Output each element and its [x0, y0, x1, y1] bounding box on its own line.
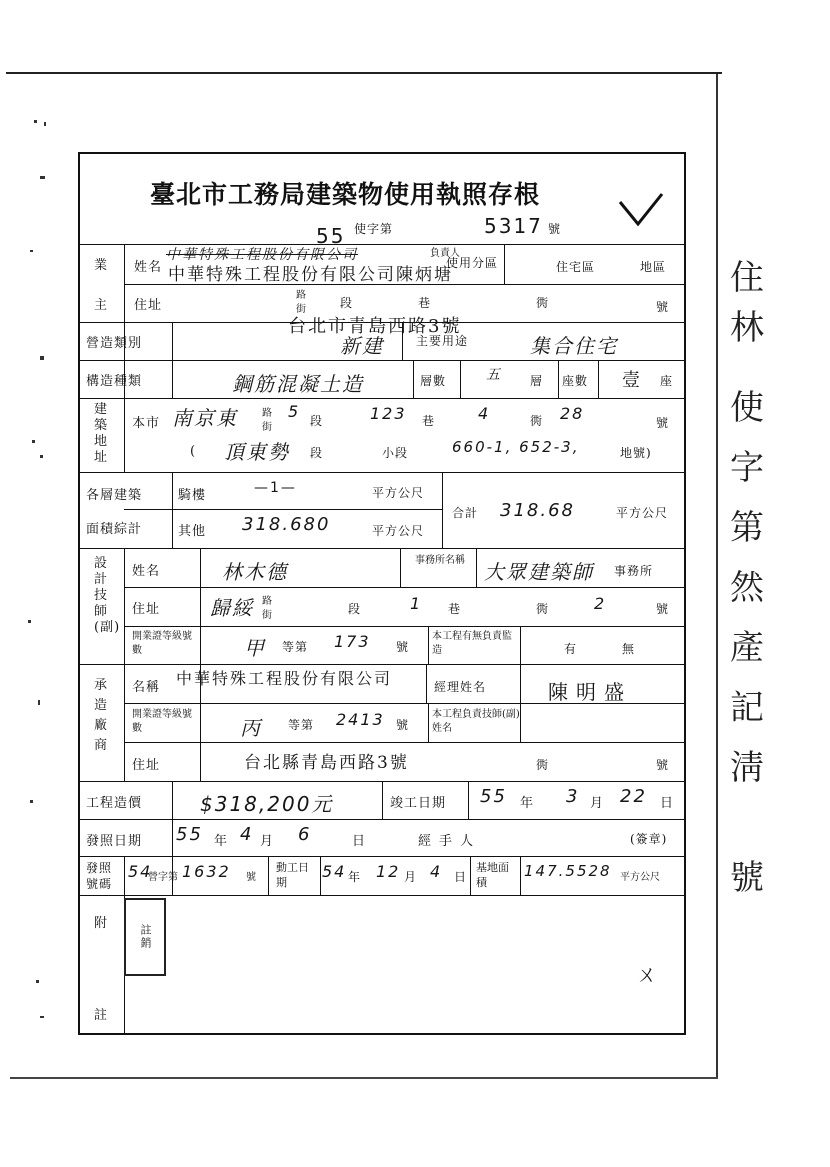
area-label-top: 各層建築 [86, 488, 143, 503]
construction-type-label: 營造類別 [86, 336, 143, 351]
base-area-value: 147.5528 [524, 862, 612, 880]
completion-year-label: 年 [520, 796, 535, 811]
rule [426, 664, 427, 703]
site-no-value: 28 [560, 404, 585, 423]
base-area-label: 基地面積 [476, 861, 509, 889]
designer-office-label: 事務所名稱 [415, 555, 465, 566]
rule [78, 548, 686, 549]
buildings-unit: 座 [660, 374, 674, 388]
margin-char: 號 [730, 858, 764, 898]
permit-year: 55 [316, 224, 346, 248]
site-lane-value: 123 [370, 404, 407, 423]
contractor-address-value: 台北縣青島西路3號 [244, 753, 409, 773]
supervise-label: 本工程有無負責監造 [432, 631, 512, 656]
rule [400, 548, 401, 587]
arcade-unit: 平方公尺 [372, 486, 425, 500]
designer-street-label: 街 [262, 610, 272, 621]
rule [520, 856, 521, 895]
designer-no-label: 號 [656, 602, 670, 616]
issue-month: 4 [240, 824, 254, 845]
supervise-no: 無 [622, 642, 636, 656]
contractor-tech-label: 本工程負責技師(副)姓名 [432, 709, 520, 734]
contractor-license-grade: 丙 [240, 716, 262, 740]
site-lot-label: 地號) [620, 446, 652, 460]
cancellation-seal [124, 898, 166, 976]
area-label-bottom: 面積綜計 [86, 522, 143, 537]
owner-section-label-bottom: 主 [94, 298, 109, 313]
owner-address-label: 住址 [134, 298, 163, 313]
permit-no-label: 發照號碼 [86, 861, 113, 891]
remarks-label-top: 附 [94, 916, 109, 931]
site-lane-label: 巷 [422, 414, 436, 428]
designer-office-value: 大眾建築師 [484, 560, 594, 584]
contractor-license-suffix: 號 [396, 718, 410, 732]
designer-name-label: 姓名 [132, 564, 161, 579]
designer-name-value: 林木德 [222, 560, 288, 584]
designer-office-suffix: 事務所 [614, 564, 654, 578]
rule [468, 781, 469, 819]
completion-month: 3 [566, 786, 580, 807]
total-area-value: 318.68 [500, 500, 575, 521]
start-year-label: 年 [348, 870, 362, 884]
buildings-label: 座數 [562, 374, 589, 388]
rule [504, 244, 505, 284]
completion-day-label: 日 [660, 796, 675, 811]
margin-char: 住 [730, 258, 764, 298]
zone-value: 住宅區 [556, 260, 596, 274]
buildings-value: 壹 [622, 370, 642, 391]
cancellation-seal-text: 註銷 [139, 924, 152, 950]
rule [124, 742, 686, 743]
rule [78, 398, 686, 399]
rule [78, 856, 686, 857]
margin-char: 產 [730, 628, 764, 668]
rule [78, 819, 686, 820]
designer-license-mid: 等第 [282, 640, 309, 654]
designer-lane-value: 1 [410, 594, 423, 613]
structure-type-value: 鋼筋混凝土造 [232, 372, 364, 396]
site-road-label: 路 [262, 408, 272, 419]
site-land-section-label: 段 [310, 446, 324, 460]
permit-prefix: 使字第 [354, 222, 394, 236]
designer-license-suffix: 號 [396, 640, 410, 654]
rule [520, 626, 521, 664]
issue-day: 6 [298, 824, 312, 845]
completion-month-label: 月 [590, 796, 605, 811]
floors-value: 五 [486, 367, 502, 383]
rule [78, 895, 686, 896]
rule [382, 781, 383, 819]
rule [78, 472, 686, 473]
page-edge-bottom [10, 1077, 718, 1079]
remarks-label-bottom: 註 [94, 1008, 109, 1023]
site-street-label: 街 [262, 422, 272, 433]
completion-label: 竣工日期 [390, 796, 447, 811]
site-city-label: 本市 [132, 416, 161, 431]
contractor-license-mid: 等第 [288, 718, 315, 732]
issue-year-label: 年 [214, 834, 229, 849]
rule [124, 548, 125, 781]
site-land-section-value: 頂東勢 [224, 440, 290, 464]
owner-addr-street-label: 街 [296, 304, 306, 315]
usage-zone-label: 使用分區 [446, 256, 499, 270]
owner-addr-lane-label: 巷 [418, 296, 432, 310]
form-title: 臺北市工務局建築物使用執照存根 [150, 180, 541, 209]
rule [558, 360, 559, 398]
rule [124, 856, 125, 895]
designer-section-label: 段 [348, 602, 362, 616]
margin-char: 記 [730, 688, 764, 728]
issue-day-label: 日 [352, 834, 367, 849]
site-section-value: 5 [288, 402, 301, 421]
rule [78, 360, 686, 361]
contractor-manager-label: 經理姓名 [434, 680, 487, 694]
rule [200, 548, 201, 781]
permit-number: 5317 [484, 214, 543, 238]
contractor-address-label: 住址 [132, 758, 161, 773]
designer-address-label: 住址 [132, 602, 161, 617]
arcade-label: 騎樓 [178, 488, 207, 503]
contractor-name-value: 中華特殊工程股份有限公司 [176, 669, 393, 688]
permit-no-mid: 營字第 [148, 872, 178, 883]
owner-section-label-top: 業 [94, 258, 109, 273]
site-no-label: 號 [656, 416, 670, 430]
rule [172, 322, 173, 398]
designer-license-grade: 甲 [244, 636, 266, 660]
designer-road-label: 路 [262, 596, 272, 607]
designer-section-label: 設計技師(副) [94, 556, 121, 635]
other-area-unit: 平方公尺 [372, 524, 425, 538]
start-month: 12 [376, 862, 401, 881]
margin-char: 林 [730, 308, 764, 348]
rule [124, 626, 686, 627]
owner-name-struck: 中華特殊工程股份有限公司 [166, 247, 358, 263]
rule [413, 360, 414, 398]
owner-addr-section-label: 段 [340, 296, 354, 310]
contractor-alley-label: 衖 [536, 758, 550, 772]
owner-address-value: 台北市青島西路3號 [288, 316, 462, 337]
margin-char: 然 [730, 568, 764, 608]
designer-lane-label: 巷 [448, 602, 462, 616]
owner-name-value: 中華特殊工程股份有限公司陳炳塘 [168, 265, 453, 285]
rule [428, 703, 429, 742]
site-subsection-label: 小段 [382, 446, 409, 460]
scan-specks [10, 100, 70, 1040]
rule [460, 360, 461, 398]
rule [470, 856, 471, 895]
floors-label: 層數 [420, 374, 447, 388]
site-alley-label: 衖 [530, 414, 544, 428]
owner-name-label: 姓名 [134, 260, 163, 275]
rule [268, 856, 269, 895]
site-address-label: 建築地址 [94, 402, 109, 465]
rule [172, 472, 173, 548]
start-day-label: 日 [454, 870, 468, 884]
start-month-label: 月 [404, 870, 418, 884]
contractor-license-label: 開業證等級號數 [132, 709, 192, 734]
rule [320, 856, 321, 895]
margin-char: 使 [730, 388, 764, 428]
supervise-yes: 有 [564, 642, 578, 656]
start-day: 4 [430, 862, 443, 881]
remarks-mark: ㄨ [636, 963, 661, 988]
main-use-label: 主要用途 [416, 334, 469, 348]
zone-suffix: 地區 [640, 260, 667, 274]
rule [78, 664, 686, 665]
margin-char: 字 [730, 448, 764, 488]
designer-license-label: 開業證等級號數 [132, 631, 192, 656]
rule [520, 664, 521, 703]
main-use-value: 集合住宅 [530, 334, 618, 358]
total-area-unit: 平方公尺 [616, 506, 669, 520]
margin-char: 淸 [730, 748, 764, 788]
other-area-label: 其他 [178, 524, 207, 539]
total-area-label: 合計 [452, 506, 479, 520]
owner-rep-note: 負責人 [430, 248, 460, 259]
completion-day: 22 [620, 786, 647, 807]
structure-type-label: 構造種類 [86, 374, 143, 389]
page-edge-right [716, 74, 718, 1079]
site-section-label: 段 [310, 414, 324, 428]
rule [598, 360, 599, 398]
issue-date-label: 發照日期 [86, 834, 143, 849]
permit-no-value: 1632 [182, 862, 231, 881]
rule [476, 548, 477, 587]
contractor-section-label: 承造廠商 [94, 678, 109, 753]
contractor-manager-value: 陳明盛 [548, 680, 632, 704]
issue-month-label: 月 [260, 834, 275, 849]
arcade-value: —1— [254, 480, 297, 496]
other-area-value: 318.680 [242, 514, 331, 535]
permit-no-pre: 54 [128, 862, 153, 881]
base-area-unit: 平方公尺 [620, 872, 660, 883]
margin-char: 第 [730, 508, 764, 548]
owner-addr-no-label: 號 [656, 300, 670, 314]
site-lot-value: 660-1, 652-3, [452, 438, 580, 456]
designer-no-value: 2 [594, 594, 607, 613]
start-year: 54 [322, 862, 347, 881]
designer-license-no: 173 [334, 632, 371, 651]
page-edge-top [6, 72, 722, 74]
site-alley-value: 4 [478, 404, 491, 423]
sign-label: (簽章) [630, 832, 668, 846]
contractor-no-label: 號 [656, 758, 670, 772]
site-road-value: 南京東 [172, 406, 238, 430]
owner-addr-road-label: 路 [296, 290, 306, 301]
rule [124, 587, 686, 588]
completion-year: 55 [480, 786, 507, 807]
permit-suffix: 號 [548, 222, 562, 236]
floors-unit: 層 [530, 374, 544, 388]
cost-label: 工程造價 [86, 796, 143, 811]
rule [428, 626, 429, 664]
handler-label: 經手人 [418, 834, 482, 849]
rule [124, 398, 125, 472]
designer-alley-label: 衖 [536, 602, 550, 616]
cost-value: $318,200元 [200, 792, 334, 816]
designer-road-value: 歸綏 [210, 596, 254, 620]
rule [520, 703, 521, 742]
owner-addr-alley-label: 衖 [536, 296, 550, 310]
site-paren: ( [190, 444, 197, 459]
construction-type-value: 新建 [340, 334, 384, 358]
contractor-name-label: 名稱 [132, 680, 161, 695]
contractor-license-no: 2413 [336, 710, 385, 729]
rule [442, 472, 443, 548]
permit-no-suffix: 號 [246, 872, 256, 883]
issue-year: 55 [176, 824, 203, 845]
start-date-label: 動工日期 [276, 861, 309, 889]
